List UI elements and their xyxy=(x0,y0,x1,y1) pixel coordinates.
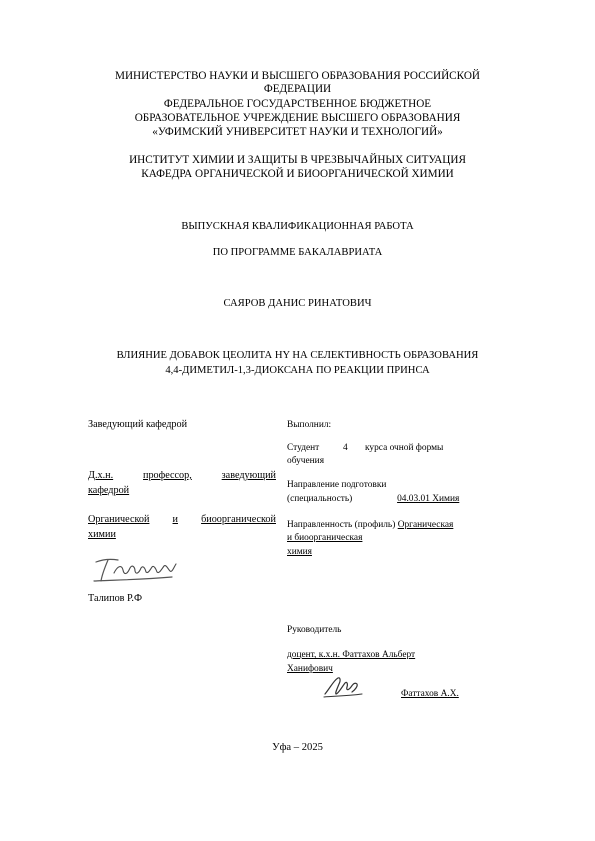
profile-value-part-2: и биоорганическая xyxy=(287,533,363,543)
position-word-3: заведующий xyxy=(221,470,276,481)
head-signature xyxy=(92,553,182,587)
head-position-line-1 xyxy=(88,469,276,482)
chair-line-1 xyxy=(88,513,276,526)
institution-line-2: ОБРАЗОВАТЕЛЬНОЕ УЧРЕЖДЕНИЕ ВЫСШЕГО ОБРАЗОВАНИЯ xyxy=(134,112,461,124)
supervisor-name: Фаттахов А.Х. xyxy=(401,689,459,699)
city-year: Уфа – 2025 xyxy=(272,742,323,753)
supervisor-name-line xyxy=(401,688,497,700)
chair-word-1: Органической xyxy=(88,514,150,525)
supervisor-line-2: Ханифович xyxy=(287,664,333,674)
head-position-line-2: кафедрой xyxy=(88,485,130,496)
head-name: Талипов Р.Ф xyxy=(88,593,143,604)
supervisor-signature xyxy=(322,672,364,702)
done-by-label: Выполнил: xyxy=(287,420,332,430)
author-name: САЯРОВ ДАНИС РИНАТОВИЧ xyxy=(223,298,372,309)
institution-line-1: ФЕДЕРАЛЬНОЕ ГОСУДАРСТВЕННОЕ БЮДЖЕТНОЕ xyxy=(163,98,432,110)
direction-value: 04.03.01 Химия xyxy=(397,494,460,504)
direction-prefix: (специальность) xyxy=(287,494,353,504)
thesis-title-line-2: 4,4-ДИМЕТИЛ-1,3-ДИОКСАНА ПО РЕАКЦИИ ПРИНСА xyxy=(165,365,430,376)
direction-line xyxy=(287,493,459,505)
chair-line-2: химии xyxy=(88,529,116,540)
course-number: 4 xyxy=(343,443,348,453)
chair-word-2: и xyxy=(172,514,178,525)
position-word-2: профессор, xyxy=(143,470,192,481)
direction-label: Направление подготовки xyxy=(287,480,387,490)
chair-word-3: биоорганической xyxy=(201,514,276,525)
student-word: Студент xyxy=(287,443,320,453)
institute-name: ИНСТИТУТ ХИМИИ И ЗАЩИТЫ В ЧРЕЗВЫЧАЙНЫХ СИТУАЦИЯ xyxy=(129,154,466,166)
head-of-department-label: Заведующий кафедрой xyxy=(88,419,188,430)
study-program: ПО ПРОГРАММЕ БАКАЛАВРИАТА xyxy=(212,247,383,258)
profile-line-1 xyxy=(287,519,453,531)
supervisor-label: Руководитель xyxy=(287,625,342,635)
supervisor-line-1: доцент, к.х.н. Фаттахов Альберт xyxy=(287,650,416,660)
department-name: КАФЕДРА ОРГАНИЧЕСКОЙ И БИООРГАНИЧЕСКОЙ ХИМИИ xyxy=(141,168,454,180)
position-word-1: Д.х.н. xyxy=(88,470,114,481)
course-text: курса очной формы xyxy=(365,443,444,453)
study-form-line-2: обучения xyxy=(287,456,325,466)
profile-line-3 xyxy=(287,546,387,558)
thesis-title-line-1: ВЛИЯНИЕ ДОБАВОК ЦЕОЛИТА HY НА СЕЛЕКТИВНОСТЬ ОБРАЗОВАНИЯ xyxy=(116,350,479,361)
profile-value-part-1: Органическая xyxy=(397,520,454,530)
ministry-line-1: МИНИСТЕРСТВО НАУКИ И ВЫСШЕГО ОБРАЗОВАНИЯ РОССИЙСКОЙ xyxy=(115,70,480,82)
profile-label: Направленность (профиль) xyxy=(287,520,396,530)
university-name: «УФИМСКИЙ УНИВЕРСИТЕТ НАУКИ И ТЕХНОЛОГИЙ» xyxy=(152,126,443,138)
work-type: ВЫПУСКНАЯ КВАЛИФИКАЦИОННАЯ РАБОТА xyxy=(181,221,414,232)
profile-value-part-3: химия xyxy=(287,547,312,557)
ministry-line-2: ФЕДЕРАЦИИ xyxy=(263,83,332,95)
